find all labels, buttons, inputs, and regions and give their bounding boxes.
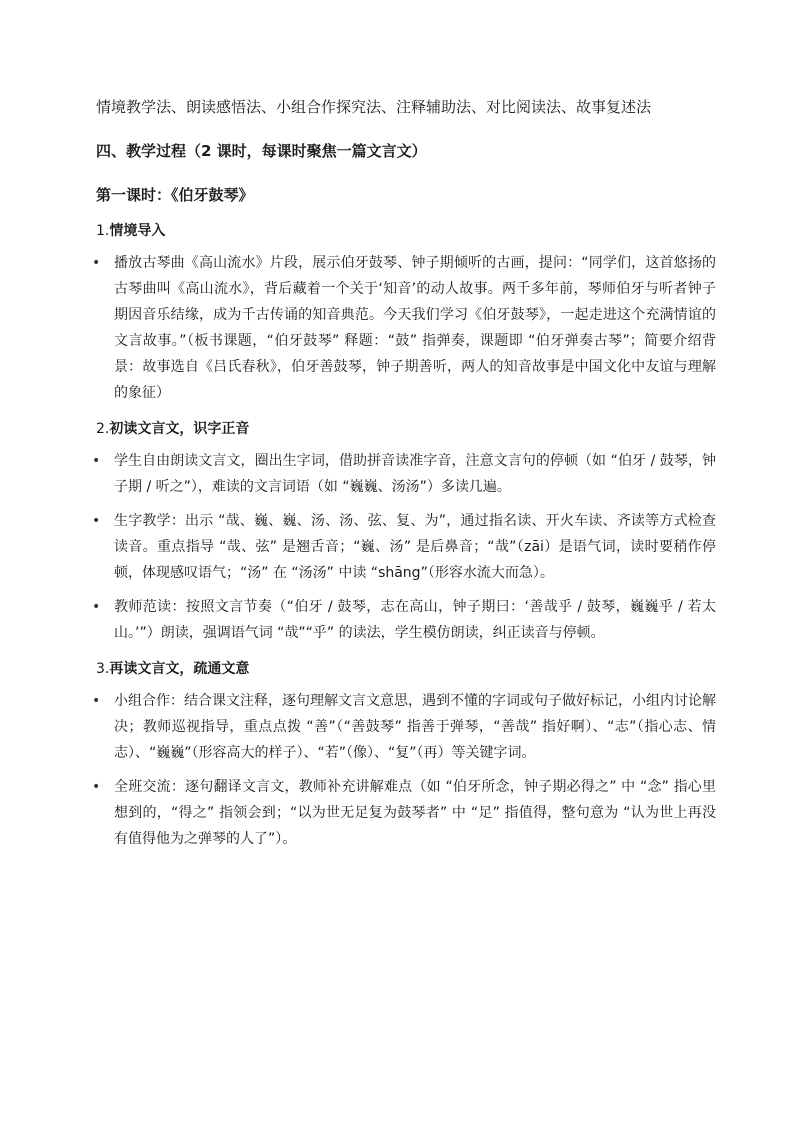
list-item-text: 学生自由朗读文言文，圈出生字词，借助拼音读准字音，注意文言句的停顿（如 “伯牙 / 鼓琴，钟子期 / 听之”），难读的文言词语（如 “巍巍、汤汤”）多读几遍。 bbox=[114, 453, 716, 495]
list-item-text: 播放古琴曲《高山流水》片段，展示伯牙鼓琴、钟子期倾听的古画，提问：“同学们，这首悠扬的古琴曲叫《高山流水》，背后藏着一个关于‘知音’的动人故事。两千多年前，琴师伯牙与听者钟子期因音乐结缘，成为千古传诵的知音典范。今天我们学习《伯牙鼓琴》，一起走进这个充满情谊的文言故事。”（板书课题，“伯牙鼓琴” 释题：“鼓” 指弹奏，课题即 “伯牙弹奏古琴”；简要介绍背景：故事选自《吕氏春秋》，伯牙善鼓琴，钟子期善听，两人的知音故事是中国文化中友谊与理解的象征） bbox=[114, 255, 716, 401]
list-item bbox=[92, 508, 716, 586]
step-number: 2. bbox=[96, 421, 110, 437]
step-heading bbox=[96, 216, 716, 246]
section-title: 四、教学过程（2 课时，每课时聚焦一篇文言文） bbox=[96, 142, 427, 160]
list-item-text: 全班交流：逐句翻译文言文，教师补充讲解难点（如 “伯牙所念，钟子期必得之” 中 “念” 指心里想到的，“得之” 指领会到；“以为世无足复为鼓琴者” 中 “足” 指值得，整句意为 “认为世上再没有值得他为之弹琴的人了”）。 bbox=[114, 779, 716, 847]
list-item bbox=[92, 688, 716, 766]
list-item-text: 生字教学：出示 “哉、巍、巍、汤、汤、弦、复、为”，通过指名读、开火车读、齐读等方式检查读音。重点指导 “哉、弦” 是翘舌音；“巍、汤” 是后鼻音；“哉”（zāi）是语气词，读时要稍作停顿，体现感叹语气；“汤” 在 “汤汤” 中读 “shāng”（形容水流大而急）。 bbox=[114, 513, 716, 581]
bullet-icon: • bbox=[92, 779, 101, 795]
step-bullet-list bbox=[92, 250, 716, 406]
step-number: 1. bbox=[96, 223, 110, 239]
bullet-icon: • bbox=[92, 693, 101, 709]
bullet-icon: • bbox=[92, 453, 101, 469]
step-title: 再读文言文，疏通文意 bbox=[109, 661, 250, 677]
step-bullet-list bbox=[92, 448, 716, 646]
bullet-icon: • bbox=[92, 599, 101, 615]
document-content bbox=[92, 92, 716, 860]
step-heading bbox=[96, 414, 716, 444]
step-bullet-list bbox=[92, 688, 716, 852]
step-title: 初读文言文，识字正音 bbox=[109, 421, 250, 437]
step-heading bbox=[96, 654, 716, 684]
list-item bbox=[92, 774, 716, 852]
list-item-text: 小组合作：结合课文注释，逐句理解文言文意思，遇到不懂的字词或句子做好标记，小组内讨论解决；教师巡视指导，重点点拨 “善”（“善鼓琴” 指善于弹琴，“善哉” 指好啊）、“志”（指心志、情志）、“巍巍”（形容高大的样子）、“若”（像）、“复”（再）等关键字词。 bbox=[114, 693, 716, 761]
list-item bbox=[92, 250, 716, 406]
step-title: 情境导入 bbox=[109, 223, 166, 239]
step-list bbox=[92, 216, 716, 852]
bullet-icon: • bbox=[92, 513, 101, 529]
list-item bbox=[92, 448, 716, 500]
teaching-methods-line: 情境教学法、朗读感悟法、小组合作探究法、注释辅助法、对比阅读法、故事复述法 bbox=[96, 98, 652, 116]
bullet-icon: • bbox=[92, 255, 101, 271]
step-number: 3. bbox=[96, 661, 110, 677]
list-item-text: 教师范读：按照文言节奏（“伯牙 / 鼓琴，志在高山，钟子期曰：‘善哉乎 / 鼓琴，巍巍乎 / 若太山。’”）朗读，强调语气词 “哉”“乎” 的读法，学生模仿朗读，纠正读音与停顿。 bbox=[114, 599, 716, 641]
list-item bbox=[92, 594, 716, 646]
lesson-title: 第一课时：《伯牙鼓琴》 bbox=[96, 186, 254, 204]
